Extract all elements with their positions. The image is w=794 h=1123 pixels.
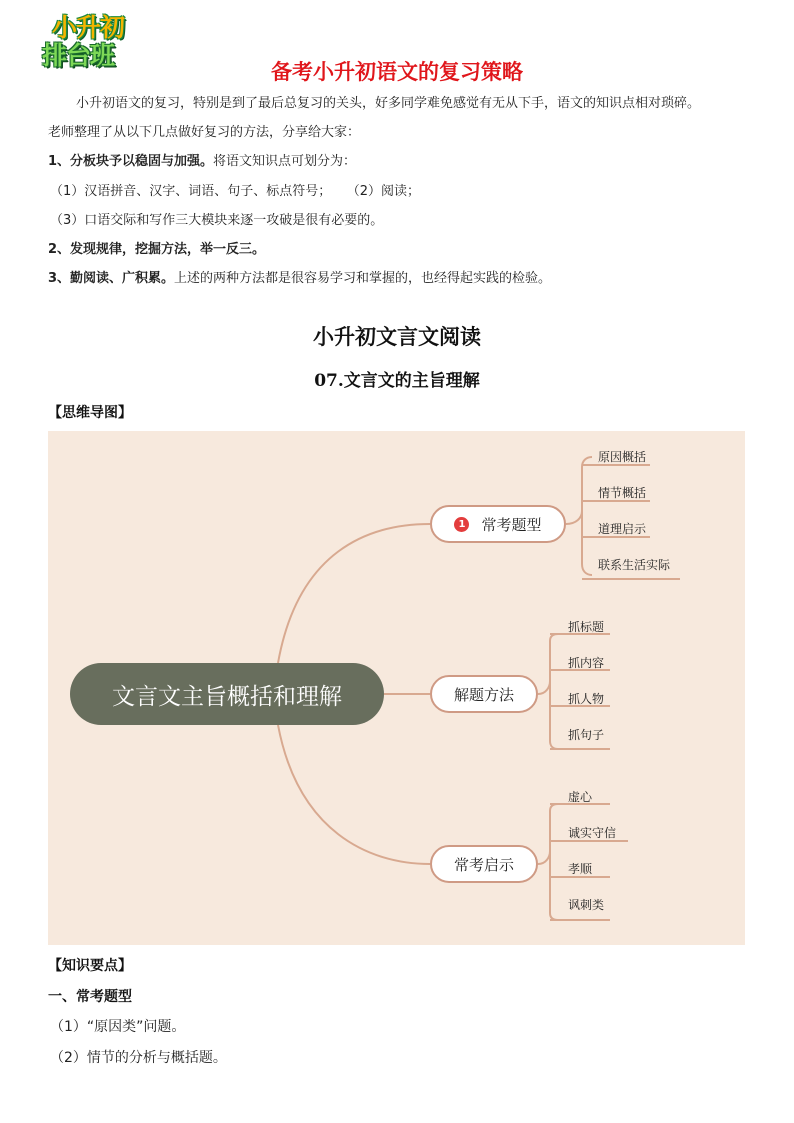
leaf-3-2: 诚实守信 — [568, 826, 617, 840]
page-title: 备考小升初语文的复习策略 — [271, 60, 523, 84]
section-title: 小升初文言文阅读 — [313, 324, 481, 349]
branch-label-3: 常考启示 — [453, 855, 514, 874]
list-item-1-bold: 1、分板块予以稳固与加强。 — [48, 154, 214, 169]
list-item-3-bold: 3、勤阅读、广积累。 — [48, 271, 175, 286]
mind-map-root: 文言文主旨概括和理解 — [70, 663, 384, 725]
list-item-1 — [48, 152, 758, 172]
leaf-connector-1b — [582, 511, 592, 575]
connector-branch-1 — [278, 524, 430, 663]
branch-node-2 — [430, 675, 538, 713]
knowledge-point-2: （2）情节的分析与概括题。 — [50, 1050, 227, 1066]
logo-text-bottom: 排台班 — [42, 41, 115, 70]
section-subtitle: 07.文言文的主旨理解 — [314, 371, 480, 391]
leaf-2-3: 抓人物 — [568, 692, 605, 706]
number-badge-icon: 1 — [454, 517, 469, 532]
leaf-3-3: 孝顺 — [568, 862, 593, 876]
branch-node-1 — [430, 505, 566, 543]
subitem-1a: （1）汉语拼音、汉字、词语、句子、标点符号； — [50, 184, 332, 199]
leaf-2-1: 抓标题 — [568, 620, 605, 634]
mind-map — [48, 431, 745, 945]
knowledge-heading: 一、常考题型 — [48, 989, 132, 1005]
leaf-connector-1 — [566, 457, 592, 524]
mindmap-label: 【思维导图】 — [48, 405, 132, 421]
branch-label-2: 解题方法 — [453, 685, 514, 704]
list-item-2: 2、发现规律，挖掘方法，举一反三。 — [48, 242, 266, 257]
leaf-connector-3 — [538, 804, 558, 864]
knowledge-label: 【知识要点】 — [48, 958, 132, 974]
list-subitem-3: （3）口语交际和写作三大模块来逐一攻破是很有必要的。 — [50, 213, 384, 228]
leaf-1-4: 联系生活实际 — [598, 558, 671, 572]
leaf-3-4: 讽刺类 — [568, 898, 605, 912]
leaf-connector-2b — [550, 681, 558, 749]
intro-paragraph — [48, 94, 758, 114]
leaf-1-3: 道理启示 — [598, 522, 647, 536]
subitem-1b: （2）阅读； — [353, 184, 421, 199]
leaf-connector-3b — [550, 851, 558, 920]
leaf-1-1: 原因概括 — [598, 450, 647, 464]
list-subitem-1 — [50, 182, 760, 202]
list-item-1-text: 将语文知识点可划分为： — [213, 154, 357, 169]
intro-line-2: 老师整理了从以下几点做好复习的方法，分享给大家： — [48, 125, 361, 140]
leaf-2-4: 抓句子 — [568, 728, 605, 742]
connector-branch-3 — [278, 725, 430, 864]
leaf-2-2: 抓内容 — [568, 656, 605, 670]
leaf-3-1: 虚心 — [568, 790, 593, 804]
knowledge-point-1: （1）“原因类”问题。 — [50, 1019, 186, 1035]
logo-text-top: 小升初 — [52, 13, 125, 42]
intro-line-1: 小升初语文的复习，特别是到了最后总复习的关头，好多同学难免感觉有无从下手，语文的知识点相对琐碎。 — [76, 96, 701, 111]
leaf-connector-2 — [538, 634, 558, 694]
list-item-3 — [48, 269, 758, 289]
list-item-3-text: 上述的两种方法都是很容易学习和掌握的，也经得起实践的检验。 — [174, 271, 552, 286]
leaf-1-2: 情节概括 — [598, 486, 647, 500]
branch-node-3 — [430, 845, 538, 883]
branch-label-1: 常考题型 — [481, 515, 542, 534]
